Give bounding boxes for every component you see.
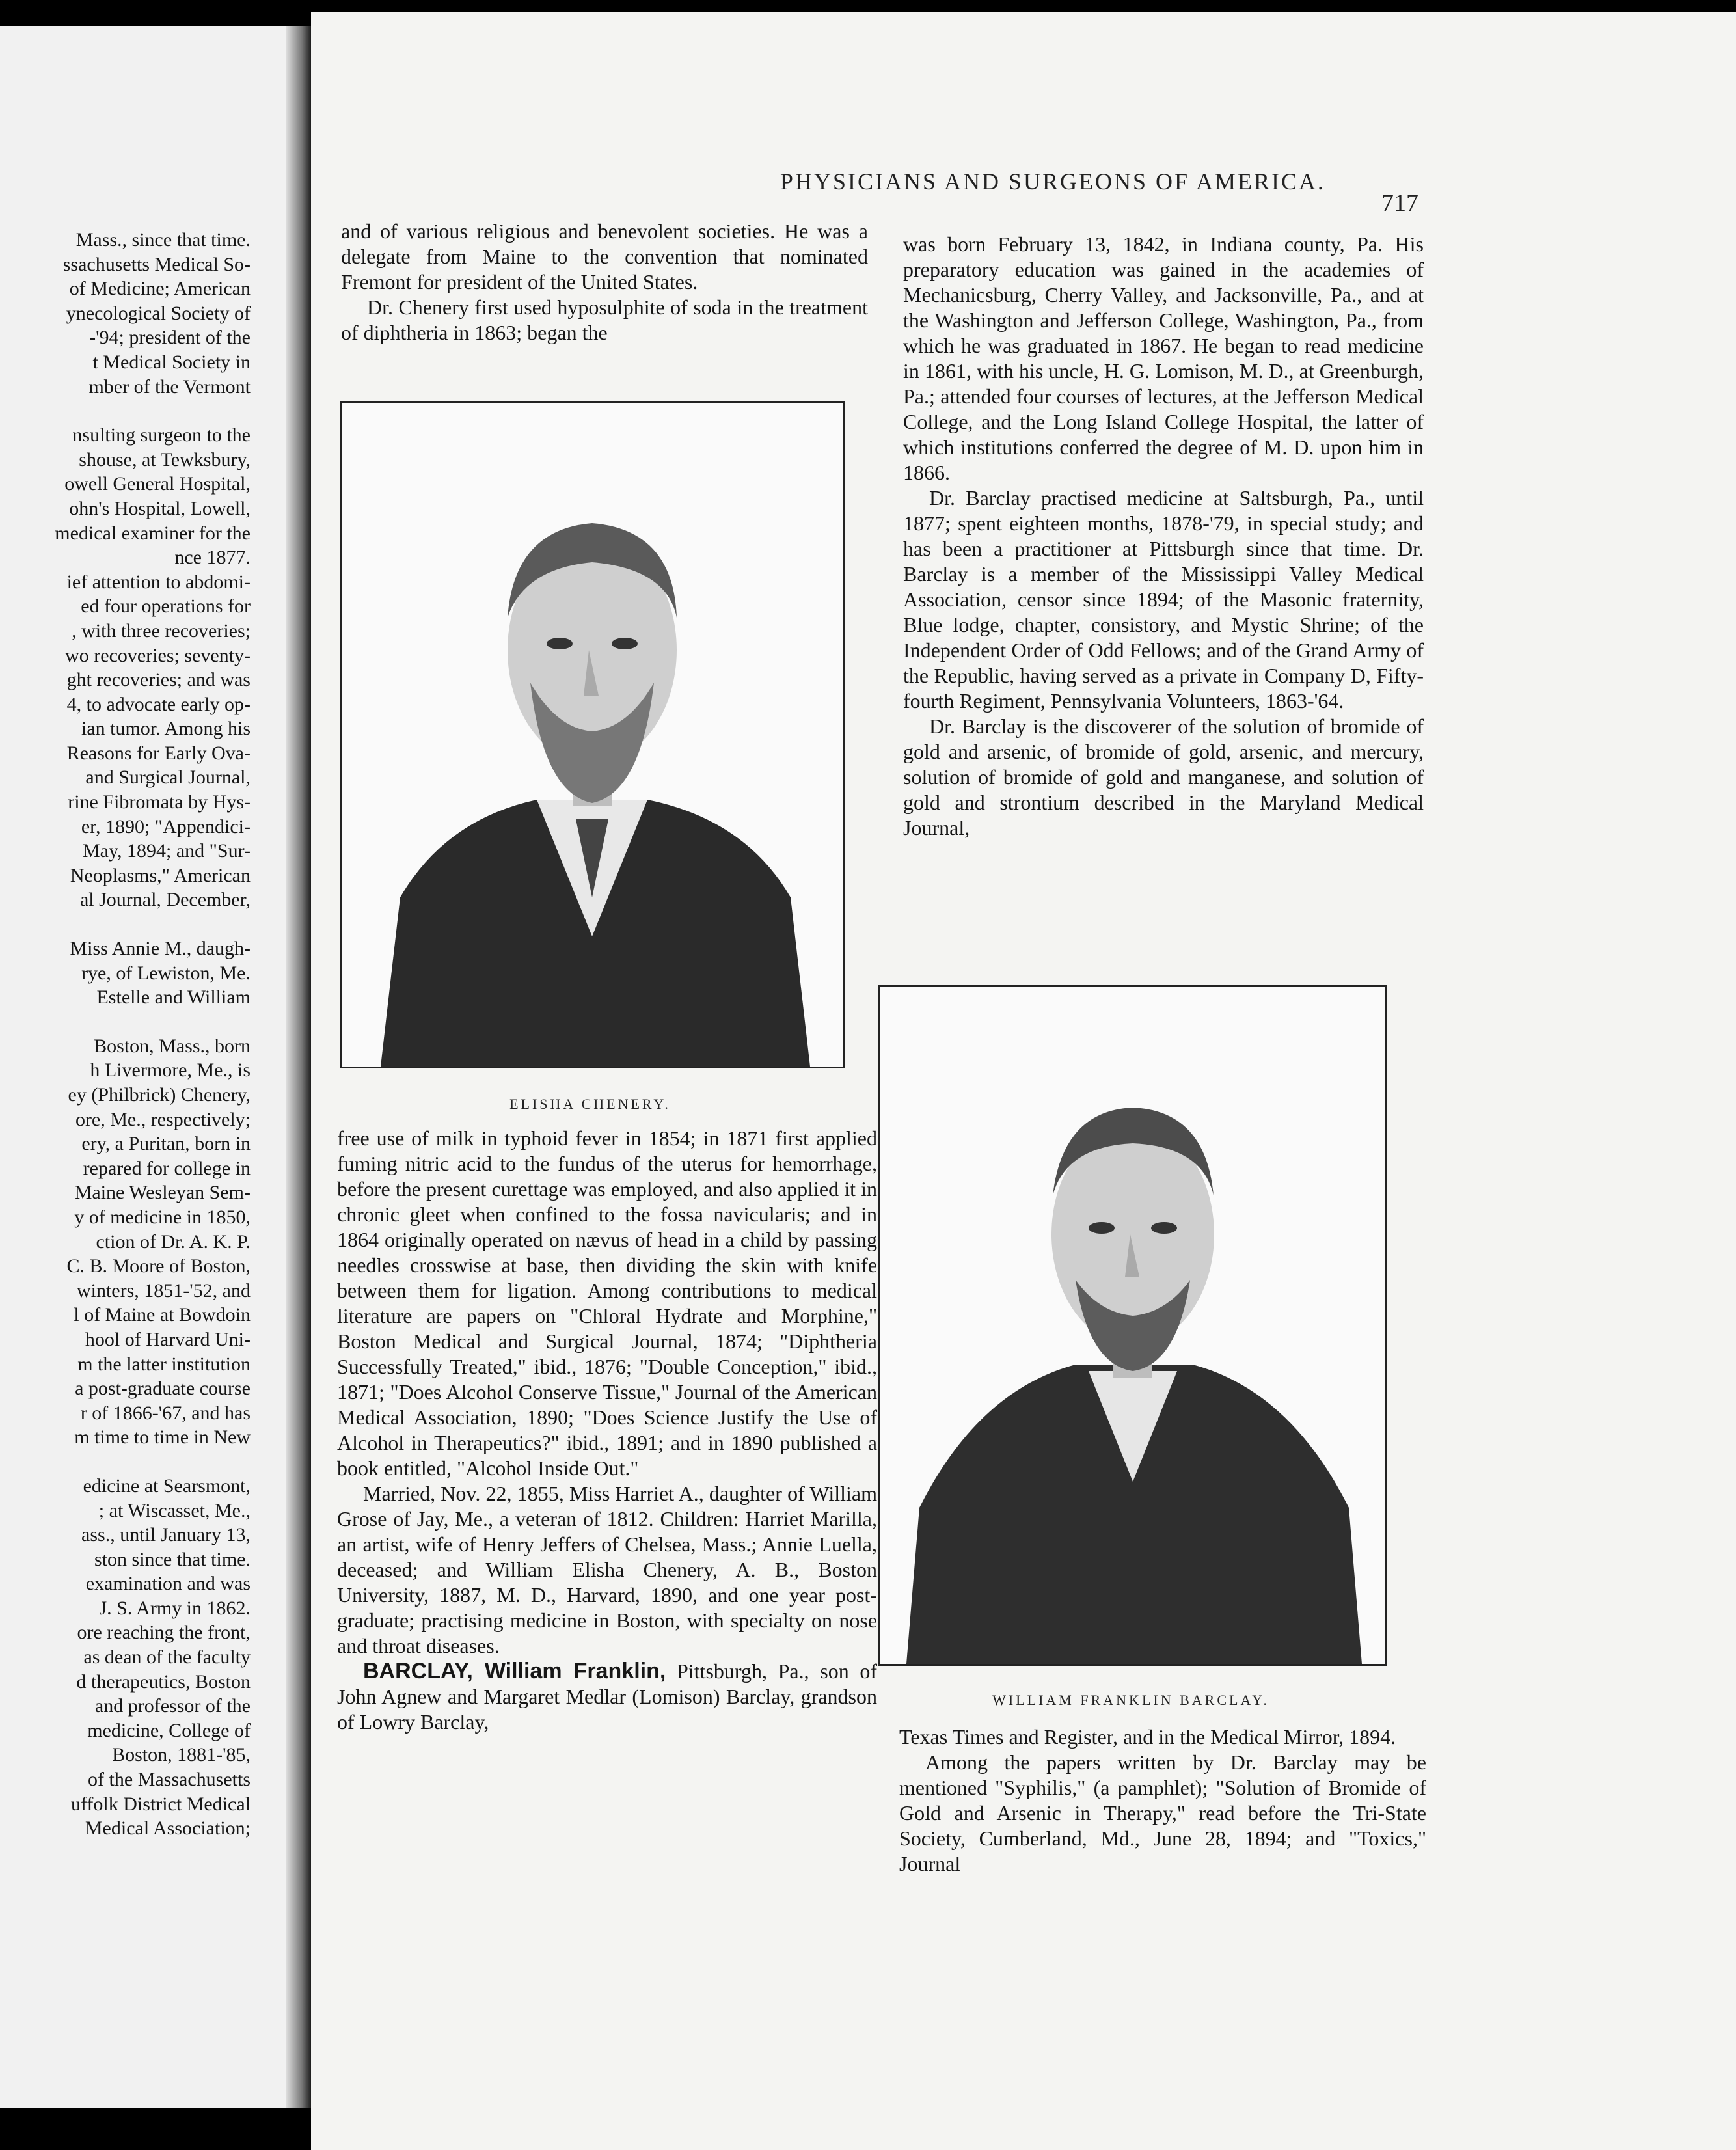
left-page-line: m the latter institution [77,1353,251,1375]
left-page-line: ohn's Hospital, Lowell, [69,497,251,519]
left-page [0,26,296,2108]
left-page-line: winters, 1851-'52, and [76,1279,251,1301]
left-page-line: medicine, College of [87,1719,251,1741]
left-page-line: uffolk District Medical [70,1793,251,1815]
left-page-line: examination and was [85,1573,251,1595]
portrait-image [342,403,843,1067]
left-page-line: ian tumor. Among his [81,718,251,740]
right-page [311,12,1736,2150]
paragraph: Married, Nov. 22, 1855, Miss Harriet A., daughter of William Grose of Jay, Me., a veteran of 1812. Children: Harriet Marilla, an artist, wife of Henry Jeffers of Chelsea, Mass.; Annie Luella, deceased; and William Elisha Chenery, A. B., Boston University, 1887, M. D., Harvard, 1890, and one year post-graduate; practising medicine in Boston, with specialty on nose and throat diseases. [337,1482,877,1657]
left-page-line: Medical Association; [85,1817,251,1840]
left-page-line [0,1450,251,1474]
left-page-line: ssachusetts Medical So- [62,253,251,275]
entry-text: Pittsburgh, Pa., son of John Agnew and Margaret Medlar (Lomison) Barclay, grandson of Lowry Barclay, [337,1659,878,1734]
left-page-line: al Journal, December, [79,889,251,911]
left-page-line: -'94; president of the [89,327,251,349]
column-1-bottom [337,1126,877,1735]
left-page-line: J. S. Army in 1862. [99,1597,251,1619]
photo-caption: WILLIAM FRANKLIN BARCLAY. [992,1692,1269,1708]
left-page-line: Boston, Mass., born [94,1035,251,1057]
left-page-line: ery, a Puritan, born in [81,1133,251,1155]
left-page-line: mber of the Vermont [88,375,251,398]
left-page-line: rye, of Lewiston, Me. [81,962,251,984]
left-page-line: nce 1877. [174,547,251,569]
page-number: 717 [1381,189,1418,217]
left-page-line: Maine Wesleyan Sem- [74,1182,251,1204]
left-page-line: repared for college in [83,1157,251,1179]
left-page-line: , with three recoveries; [72,619,251,642]
left-page-line: ass., until January 13, [81,1524,251,1546]
left-page-line: and professor of the [94,1695,251,1717]
left-page-line: Miss Annie M., daugh- [70,938,251,960]
entry-name: BARCLAY, William Franklin, [363,1659,666,1683]
left-page-line: and Surgical Journal, [85,767,251,789]
running-title: PHYSICIANS AND SURGEONS OF AMERICA. [780,169,1326,195]
paragraph: Among the papers written by Dr. Barclay may be mentioned "Syphilis," (a pamphlet); "Solution of Bromide of Gold and Arsenic in Therapy," read before the Tri-State Society, Cumberland, Md., June 28, 1894; and "Toxics," Journal [899,1750,1426,1875]
left-page-line: er, 1890; "Appendici- [81,815,251,837]
paragraph: Dr. Barclay is the discoverer of the solution of bromide of gold and arsenic, of bromide of gold, arsenic, and mercury, solution of bromide of gold and manganese, and solution of gold and strontium described in the Maryland Medical Journal, [903,714,1424,839]
left-page-line [0,1010,251,1034]
left-page-line: Mass., since that time. [75,229,251,251]
left-page-line: ght recoveries; and was [66,669,251,691]
left-page-line: Estelle and William [96,987,251,1009]
left-page-line: ston since that time. [94,1548,251,1570]
paragraph: and of various religious and benevolent societies. He was a delegate from Maine to the convention that nominated Fremont for president of the United States. [341,219,868,293]
left-page-line: edicine at Searsmont, [83,1475,251,1497]
barclay-entry [337,1659,877,1735]
column-2-top [903,232,1424,841]
left-page-line: as dean of the faculty [83,1646,251,1668]
left-page-line: ction of Dr. A. K. P. [96,1231,251,1253]
left-page-line [0,399,251,423]
paragraph: Dr. Chenery first used hyposulphite of soda in the treatment of diphtheria in 1863; began the [341,295,868,344]
left-page-line: d therapeutics, Boston [76,1670,251,1693]
left-page-line: C. B. Moore of Boston, [66,1255,251,1277]
left-page-line: ey (Philbrick) Chenery, [68,1084,251,1106]
left-page-line: l of Maine at Bowdoin [74,1304,251,1326]
left-page-line: owell General Hospital, [64,473,251,495]
left-page-line: ore, Me., respectively; [75,1108,251,1130]
left-page-line: hool of Harvard Uni- [85,1328,251,1350]
left-page-line: ief attention to abdomi- [66,571,251,593]
left-page-line: 4, to advocate early op- [66,693,251,715]
left-page-line: h Livermore, Me., is [90,1059,251,1082]
left-page-line: shouse, at Tewksbury, [79,448,251,470]
paragraph: free use of milk in typhoid fever in 1854; in 1871 first applied fuming nitric acid to the fundus of the uterus for hemorrhage, before the present curettage was employed, and also applied it in chronic gleet when confined to the fossa navicularis; and in 1864 originally operated on nævus of head in a child by passing needles crosswise at base, then dividing the skin with knife between them for ligation. Among contributions to medical literature are papers on "Chloral Hydrate and Morphine," Boston Medical and Surgical Journal, 1874; "Diphtheria Successfully Treated," ibid., 1876; "Double Conception," ibid., 1871; "Does Alcohol Conserve Tissue," Journal of the American Medical Association, 1890; "Does Science Justify the Use of Alcohol in Therapeutics?" ibid., 1891; and in 1890 published a book entitled, "Alcohol Inside Out." [337,1126,877,1480]
left-page-line: wo recoveries; seventy- [65,644,251,666]
left-page-line: rine Fibromata by Hys- [68,791,251,813]
photo-caption: ELISHA CHENERY. [509,1096,671,1112]
left-page-line: ore reaching the front, [77,1622,251,1644]
left-page-text [0,228,251,1841]
column-2-bottom [899,1724,1426,1877]
left-page-line: Boston, 1881-'85, [112,1744,251,1766]
column-1-top [341,219,868,346]
left-page-line: Reasons for Early Ova- [66,742,251,764]
left-page-line: y of medicine in 1850, [74,1206,251,1228]
portrait-william-franklin-barclay [878,985,1387,1666]
portrait-image [880,987,1385,1664]
left-page-line: m time to time in New [74,1426,251,1449]
left-page-line: nsulting surgeon to the [72,424,251,446]
left-page-line: May, 1894; and "Sur- [82,840,251,862]
left-page-line: a post-graduate course [75,1378,251,1400]
left-page-line: ynecological Society of [66,302,251,324]
left-page-line: medical examiner for the [55,522,251,544]
book-gutter [286,26,312,2108]
paragraph: Dr. Barclay practised medicine at Saltsburgh, Pa., until 1877; spent eighteen months, 1878-'79, in special study; and has been a practitioner at Pittsburgh since that time. Dr. Barclay is a member of the Mississippi Valley Medical Association, censor since 1894; of the Masonic fraternity, Blue lodge, chapter, consistory, and Mystic Shrine; of the Independent Order of Odd Fellows; and of the Grand Army of the Republic, having served as a private in Company D, Fifty-fourth Regiment, Pennsylvania Volunteers, 1863-'64. [903,486,1424,713]
left-page-line: Neoplasms," American [70,864,251,886]
left-page-line: ed four operations for [81,595,251,618]
left-page-line [0,912,251,936]
left-page-line: ; at Wiscasset, Me., [98,1499,251,1521]
left-page-line: of Medicine; American [69,278,251,300]
paragraph: was born February 13, 1842, in Indiana county, Pa. His preparatory education was gained in the academies of Mechanicsburg, Cherry Valley, and Jacksonville, Pa., and at the Washington and Jefferson College, Washington, Pa., from which he was graduated in 1867. He began to read medicine in 1861, with his uncle, H. G. Lomison, M. D., at Greenburgh, Pa.; attended four courses of lectures, at the Jefferson Medical College, and the Long Island College Hospital, the latter of which institutions conferred the degree of M. D. upon him in 1866. [903,232,1424,484]
left-page-line: t Medical Society in [92,351,251,373]
left-page-line: of the Massachusetts [88,1769,251,1791]
paragraph: Texas Times and Register, and in the Medical Mirror, 1894. [899,1725,1396,1749]
portrait-elisha-chenery [340,401,845,1068]
left-page-line: r of 1866-'67, and has [80,1402,251,1424]
